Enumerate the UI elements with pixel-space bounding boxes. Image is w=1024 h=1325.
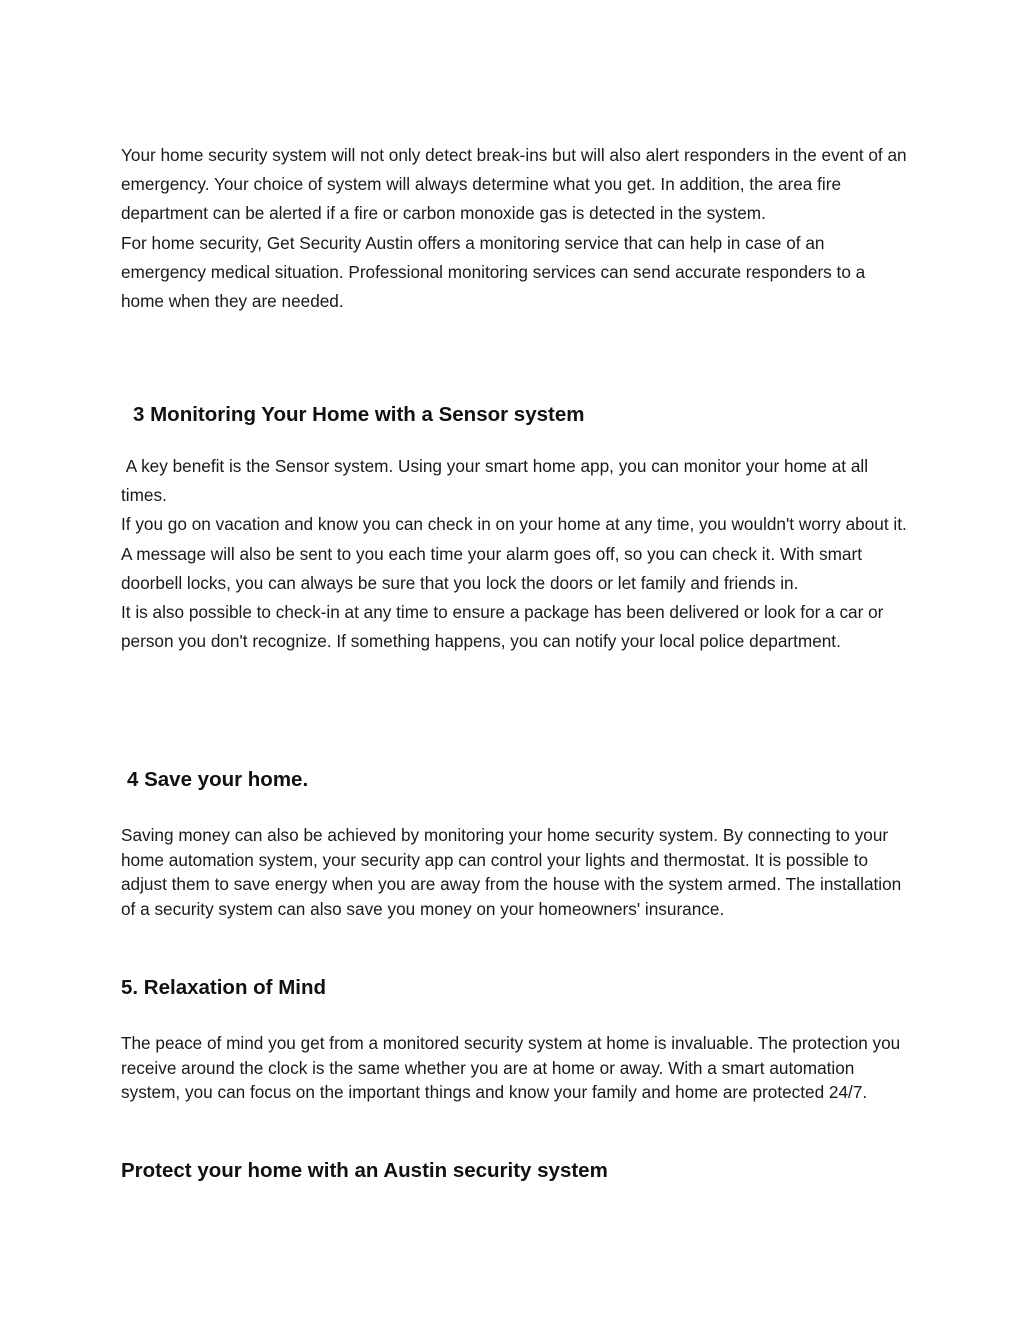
section-3-body (121, 452, 911, 656)
section-3-paragraph-1: A key benefit is the Sensor system. Using your smart home app, you can monitor your home at all times. (121, 456, 873, 506)
intro-paragraph-1: Your home security system will not only detect break-ins but will also alert responders in the event of an emergency. Your choice of system will always determine what you get. In addition, the area fire department can be alerted if a fire or carbon monoxide gas is detected in the system. (121, 145, 907, 224)
intro-section (121, 141, 911, 316)
section-3-paragraph-2: If you go on vacation and know you can check in on your home at any time, you wouldn't worry about it. A message will also be sent to you each time your alarm goes off, so you can check it. With smart doorbell locks, you can always be sure that you lock the doors or let family and friends in. (121, 514, 907, 593)
section-5-body (121, 1031, 911, 1105)
section-4-heading-wrap (127, 767, 917, 793)
section-3-heading: 3 Monitoring Your Home with a Sensor system (133, 403, 585, 426)
section-4-body (121, 823, 911, 921)
section-4-paragraph-1: Saving money can also be achieved by monitoring your home security system. By connecting to your home automation system, your security app can control your lights and thermostat. It is possible to adjust them to save energy when you are away from the house with the system armed. The installation of a security system can also save you money on your homeowners' insurance. (121, 825, 902, 919)
section-3-paragraph-3: It is also possible to check-in at any time to ensure a package has been delivered or look for a car or person you don't recognize. If something happens, you can notify your local police department. (121, 602, 884, 652)
section-4-heading: 4 Save your home. (127, 768, 309, 791)
section-3-heading-wrap (133, 402, 923, 428)
section-5-heading: 5. Relaxation of Mind (121, 976, 327, 999)
intro-paragraph-2: For home security, Get Security Austin offers a monitoring service that can help in case of an emergency medical situation. Professional monitoring services can send accurate responders to a home when they are needed. (121, 232, 866, 312)
closing-heading: Protect your home with an Austin security system (121, 1159, 608, 1182)
section-5-paragraph-1: The peace of mind you get from a monitored security system at home is invaluable. The protection you receive around the clock is the same whether you are at home or away. With a smart automation system, you can focus on the important things and know your family and home are protected 24/7. (121, 1033, 901, 1102)
closing-heading-wrap (121, 1158, 911, 1184)
section-5-heading-wrap (121, 975, 911, 1001)
